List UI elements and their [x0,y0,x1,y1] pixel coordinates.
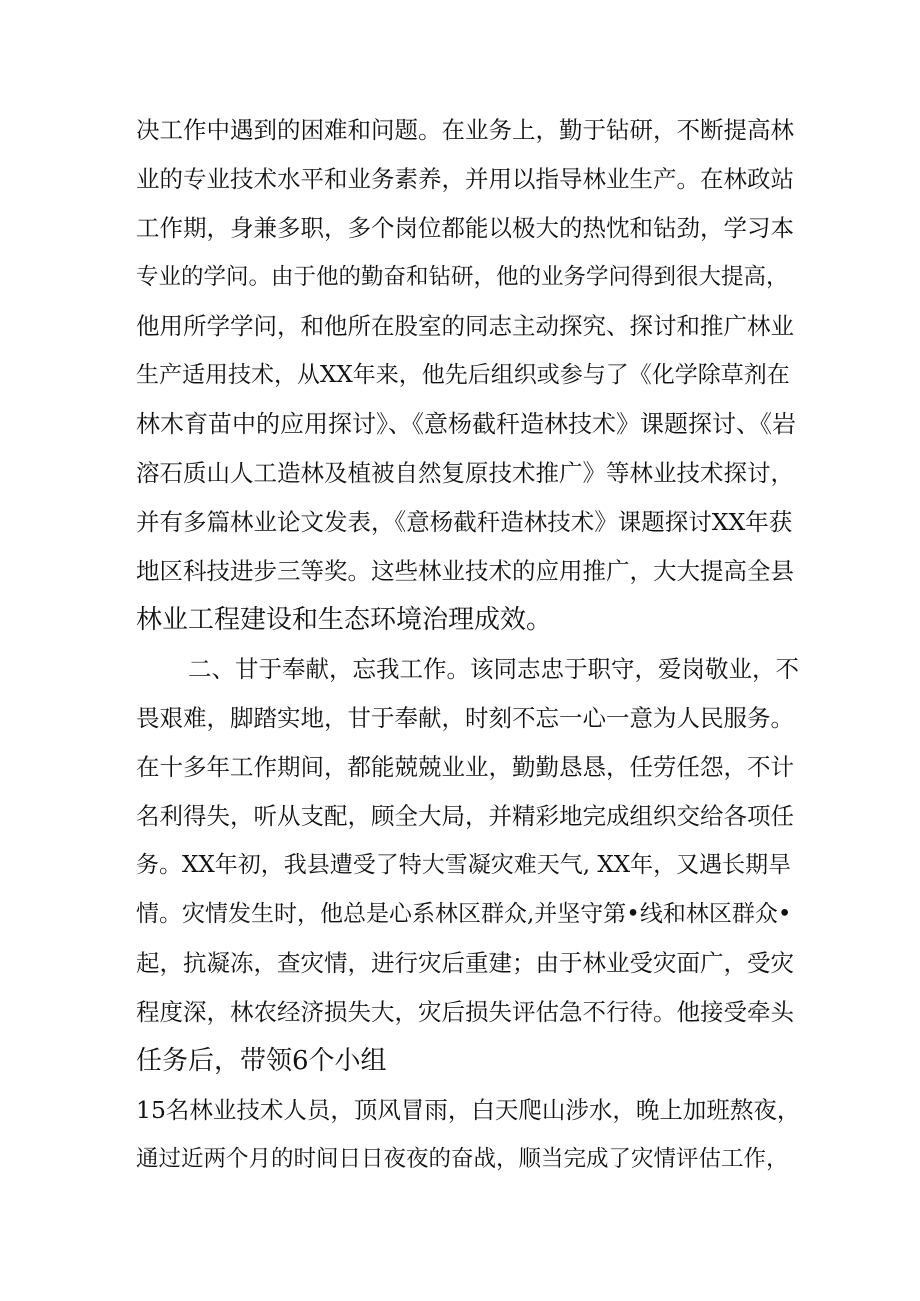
text-line: 在十多年工作期间，都能兢兢业业，勤勤恳恳，任劳任怨，不计 [136,753,794,781]
text-line: 名利得失，听从支配，顾全大局，并精彩地完成组织交给各项任 [136,802,794,830]
paragraph-start: 二、甘于奉献，忘我工作。该同志忠于职守，爱岗敬业，不 [188,655,799,683]
text-line: 务。XX年初，我县遭受了特大雪凝灾难天气, XX年，又遇长期旱 [136,852,792,878]
text-line: 决工作中遇到的困难和问题。在业务上，勤于钻研，不断提高林 [136,116,794,144]
text-line: 通过近两个月的时间日日夜夜的奋战，顺当完成了灾情评估工作， [136,1146,789,1172]
text-line: 并有多篇林业论文发表，《意杨截秆造林技术》课题探讨XX年获 [136,508,793,536]
text-line: 他用所学学问，和他所在股室的同志主动探究、探讨和推广林业 [136,312,794,340]
text-line: 溶石质山人工造林及植被自然复原技术推广》等林业技术探讨， [136,459,794,487]
text-line: 生产适用技术，从XX年来，他先后组织或参与了《化学除草剂在 [136,362,790,388]
text-line: 专业的学问。由于他的勤奋和钻研，他的业务学问得到很大提高， [136,264,789,290]
text-line: 地区科技进步三等奖。这些林业技术的应用推广，大大提高全县 [136,557,794,585]
text-line: 任务后，带领6个小组 [136,1046,387,1076]
text-line: 15名林业技术人员，顶风冒雨，白天爬山涉水，晚上加班熬夜， [136,1096,801,1124]
text-line: 工作期，身兼多职，多个岗位都能以极大的热忱和钻劲，学习本 [136,214,794,242]
text-line: 程度深，林农经济损失大，灾后损失评估急不行待。他接受牵头 [136,998,794,1026]
text-line: 起，抗凝冻，查灾情，进行灾后重建；由于林业受灾面广，受灾 [136,949,794,977]
text-line: 畏艰难，脚踏实地，甘于奉献，时刻不忘一心一意为人民服务。 [136,704,794,732]
text-line: 业的专业技术水平和业务素养，并用以指导林业生产。在林政站 [136,165,794,193]
text-line: 林木育苗中的应用探讨》、《意杨截秆造林技术》课题探讨、《岩 [136,410,796,438]
text-line: 林业工程建设和生态环境治理成效。 [136,605,553,635]
text-line: 情。灾情发生时，他总是心系林区群众,并坚守第•线和林区群众• [136,901,792,927]
